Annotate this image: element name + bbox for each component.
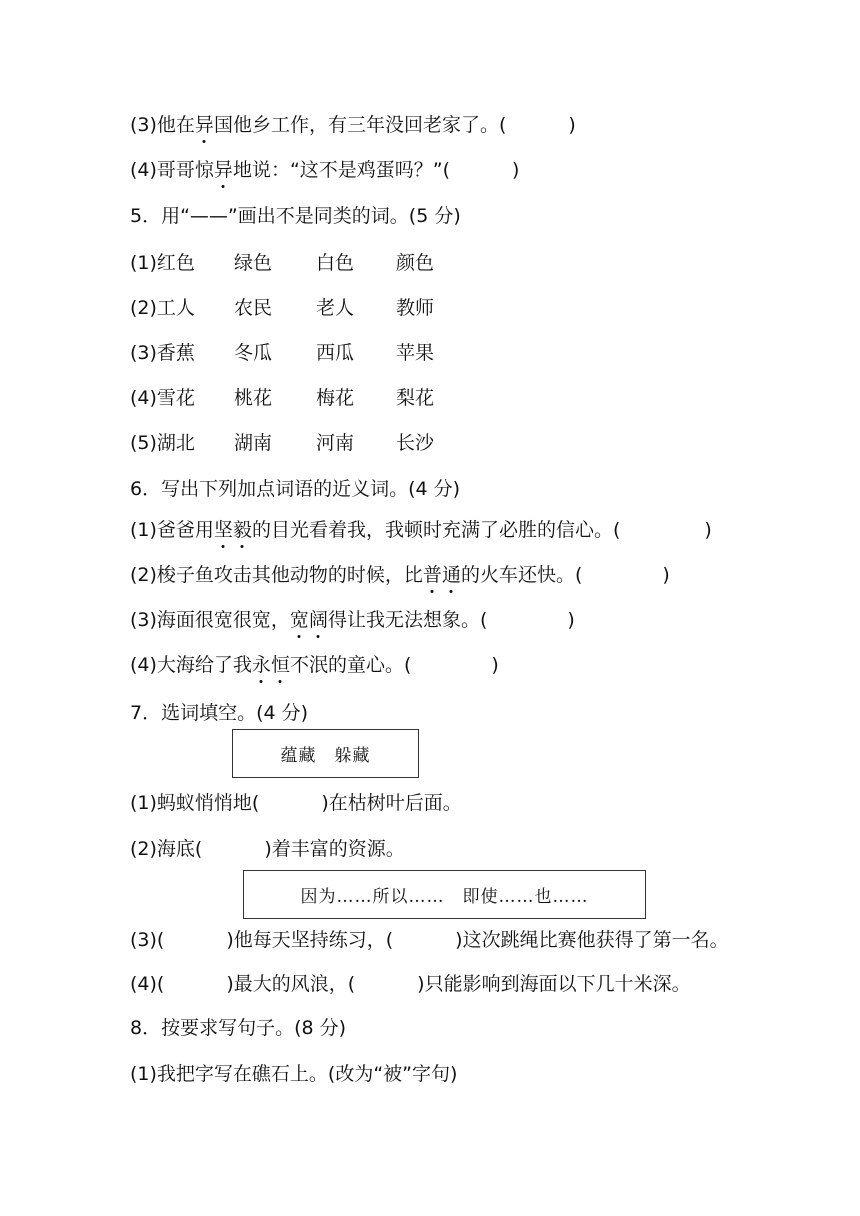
dotted-word [214,519,252,541]
text: )在枯树叶后面。 [321,792,462,814]
text: )着丰富的资源。 [264,838,405,860]
q7-title: 7．选词填空。(4 分) [130,702,309,724]
q5-row-2 [130,295,434,321]
dotted-char: 通 [441,564,461,586]
text: ) [704,519,712,541]
dotted-char: 普 [422,564,442,586]
dotted-word [423,564,461,586]
word[interactable]: 梨花 [396,387,435,409]
word[interactable]: (2)工人 [130,297,195,319]
conjunction-choice-box: 因为……所以…… 即使……也…… [243,870,646,919]
text: 国他乡工作，有三年没回老家了。( [213,114,507,136]
q5-title: 5．用“——”画出不是同类的词。(5 分) [130,205,461,227]
text: 得让我无法想象。( [327,609,488,631]
word[interactable]: (5)湖北 [130,432,195,454]
text: (1)蚂蚁悄悄地( [130,792,260,814]
word[interactable]: 苹果 [396,342,435,364]
q5-row-1 [130,250,434,276]
q7-item-4 [130,971,691,997]
text: 的目光看着我，我顿时充满了必胜的信心。( [251,519,621,541]
word[interactable]: (1)红色 [130,252,195,274]
q4-item-4 [130,157,519,183]
text: )只能影响到海面以下几十米深。 [417,973,691,995]
q6-item-1 [130,517,712,543]
word[interactable]: (4)雪花 [130,387,195,409]
word[interactable]: 农民 [234,297,273,319]
q8-item-1: (1)我把字写在礁石上。(改为“被”字句) [130,1063,458,1085]
dotted-char: 毅 [232,519,252,541]
text: 地说：“这不是鸡蛋吗？”( [232,159,451,181]
text: )最大的风浪，( [226,973,356,995]
q5-row-3 [130,340,434,366]
text: ) [568,114,576,136]
dotted-char: 恒 [270,654,290,676]
word[interactable]: 西瓜 [316,342,355,364]
text: ) [662,564,670,586]
word[interactable]: 白色 [316,252,355,274]
word[interactable]: 桃花 [234,387,273,409]
text: ) [512,159,520,181]
dotted-char: 阔 [308,609,328,631]
word[interactable]: 湖南 [234,432,273,454]
text: (4)哥哥惊 [130,159,214,181]
text: 不泯的童心。( [289,654,412,676]
q5-row-5 [130,430,434,456]
q6-item-4 [130,652,499,678]
dotted-char: 坚 [213,519,233,541]
text: (4)大海给了我 [130,654,252,676]
text: ) [491,654,499,676]
text: (2)海底( [130,838,203,860]
q6-title: 6．写出下列加点词语的近义词。(4 分) [130,478,461,500]
text: (1)爸爸用 [130,519,214,541]
q5-row-4 [130,385,434,411]
text: (2)梭子鱼攻击其他动物的时候，比 [130,564,423,586]
dotted-char: 永 [251,654,271,676]
word[interactable]: 冬瓜 [234,342,273,364]
q6-item-3 [130,607,575,633]
text: (4)( [130,973,165,995]
text: 的火车还快。( [460,564,583,586]
text: (3)他在 [130,114,195,136]
dotted-word [252,654,290,676]
q6-item-2 [130,562,670,588]
q7-item-2 [130,836,405,862]
text: (3)海面很宽很宽， [130,609,290,631]
word[interactable]: 河南 [316,432,355,454]
word[interactable]: 教师 [396,297,435,319]
word[interactable]: 梅花 [316,387,355,409]
dotted-char: 异 [213,159,233,181]
q7-item-1 [130,790,462,816]
word[interactable]: (3)香蕉 [130,342,195,364]
dotted-word [290,609,328,631]
q7-item-3 [130,927,729,953]
text: )他每天坚持练习，( [226,929,394,951]
q8-title: 8．按要求写句子。(8 分) [130,1017,347,1039]
word[interactable]: 颜色 [396,252,435,274]
dotted-char: 宽 [289,609,309,631]
word[interactable]: 长沙 [396,432,435,454]
q4-item-3 [130,112,576,138]
text: ) [567,609,575,631]
word[interactable]: 老人 [316,297,355,319]
text: )这次跳绳比赛他获得了第一名。 [455,929,729,951]
word[interactable]: 绿色 [234,252,273,274]
word-choice-box: 蕴藏 躲藏 [232,729,419,778]
dotted-char: 异 [194,114,214,136]
text: (3)( [130,929,165,951]
